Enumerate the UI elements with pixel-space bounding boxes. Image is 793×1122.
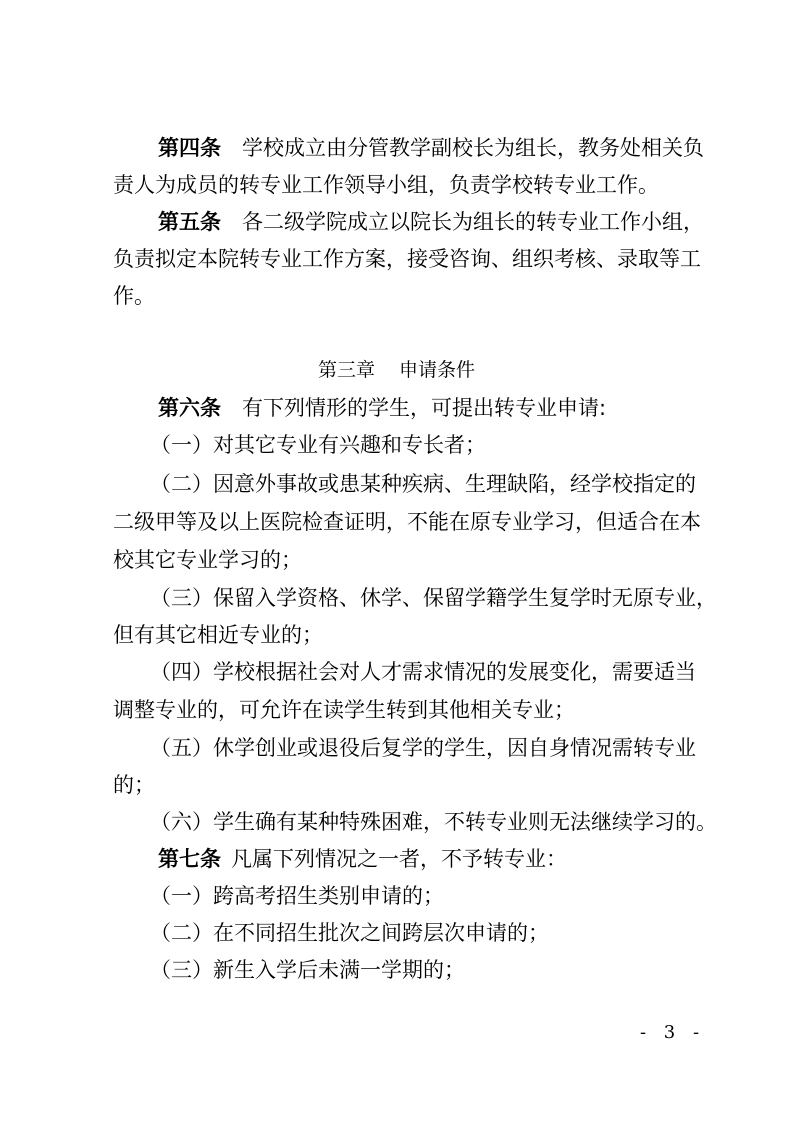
article-4-text: 学校成立由分管教学副校长为组长，教务处相关负 [242, 136, 704, 160]
item-marker: （一） [150, 884, 213, 908]
item-text: 新生入学后未满一学期的； [213, 958, 465, 982]
article-6-item-3-line-1 [150, 588, 717, 609]
article-7-item-1 [150, 886, 444, 907]
article-6-item-2-line-3: 校其它专业学习的； [113, 548, 302, 572]
article-5-line-2: 负责拟定本院转专业工作方案，接受咨询、组织考核、录取等工 [113, 247, 701, 271]
item-text: 跨高考招生类别申请的； [213, 884, 444, 908]
article-7-item-3 [150, 960, 465, 981]
article-6-line-1 [158, 398, 606, 419]
article-7-line-1 [158, 849, 567, 870]
article-4-line-2: 责人为成员的转专业工作领导小组，负责学校转专业工作。 [113, 173, 659, 197]
article-6-item-3-line-2: 但有其它相近专业的； [113, 623, 323, 647]
item-marker: （五） [150, 736, 213, 760]
chapter-title: 第三章 [317, 359, 375, 381]
item-text: 学生确有某种特殊困难，不转专业则无法继续学习的。 [213, 810, 717, 834]
item-marker: （四） [150, 660, 213, 684]
item-marker: （三） [150, 958, 213, 982]
article-5-line-1 [158, 212, 704, 233]
article-6-item-2-line-1 [150, 474, 696, 495]
item-marker: （一） [150, 433, 213, 457]
article-6-item-5-line-2: 的； [113, 773, 155, 797]
article-7-label: 第七条 [158, 847, 221, 871]
article-6-intro: 有下列情形的学生，可提出转专业申请: [242, 396, 607, 420]
item-text: 学校根据社会对人才需求情况的发展变化，需要适当 [213, 660, 696, 684]
item-text: 休学创业或退役后复学的学生，因自身情况需转专业 [213, 736, 696, 760]
chapter-subtitle: 申请条件 [399, 359, 476, 381]
item-marker: （三） [150, 586, 213, 610]
item-text: 因意外事故或患某种疾病、生理缺陷，经学校指定的 [213, 472, 696, 496]
article-5-text: 各二级学院成立以院长为组长的转专业工作小组， [242, 210, 704, 234]
article-6-item-6 [150, 812, 717, 833]
article-6-item-4-line-2: 调整专业的，可允许在读学生转到其他相关专业； [113, 698, 575, 722]
article-6-item-4-line-1 [150, 662, 696, 683]
item-marker: （二） [150, 921, 213, 945]
article-4-label: 第四条 [158, 136, 221, 160]
article-5-label: 第五条 [158, 210, 221, 234]
item-text: 保留入学资格、休学、保留学籍学生复学时无原专业， [213, 586, 717, 610]
article-6-item-1 [150, 435, 486, 456]
chapter-heading [0, 361, 793, 380]
article-7-intro: 凡属下列情况之一者，不予转专业： [231, 847, 567, 871]
article-5-line-3: 作。 [113, 284, 155, 308]
page-number: - 3 - [640, 1022, 706, 1043]
article-6-item-5-line-1 [150, 738, 696, 759]
article-6-item-2-line-2: 二级甲等及以上医院检查证明，不能在原专业学习，但适合在本 [113, 510, 701, 534]
article-4-line-1 [158, 138, 704, 159]
item-text: 对其它专业有兴趣和专长者； [213, 433, 486, 457]
item-marker: （二） [150, 472, 213, 496]
item-text: 在不同招生批次之间跨层次申请的； [213, 921, 549, 945]
article-6-label: 第六条 [158, 396, 221, 420]
item-marker: （六） [150, 810, 213, 834]
article-7-item-2 [150, 923, 549, 944]
